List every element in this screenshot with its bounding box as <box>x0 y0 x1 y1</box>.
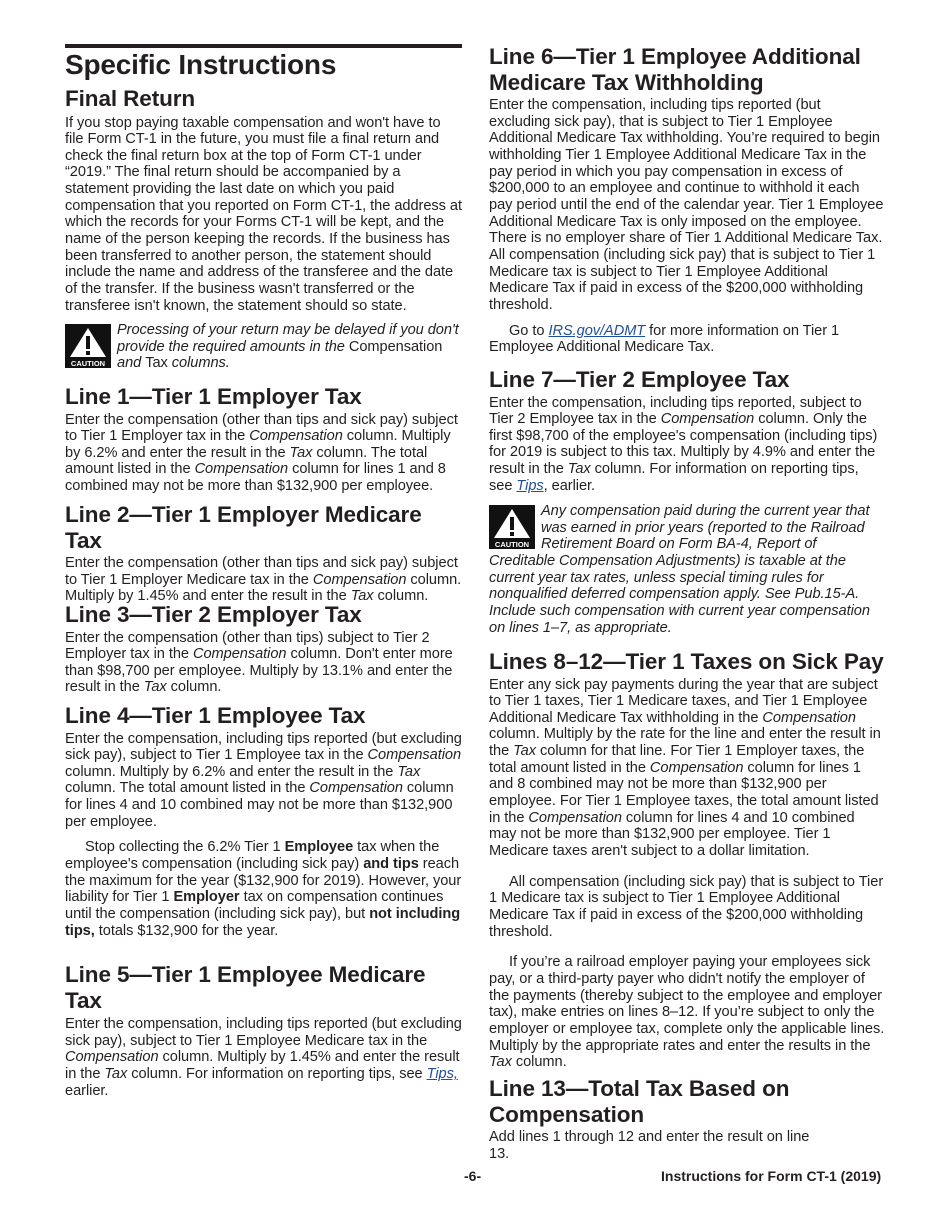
section-line-1 <box>65 384 462 495</box>
caution-icon <box>65 324 111 368</box>
line-4-body: Enter the compensation, including tips reported (but excluding sick pay), subject to Tier 1 Employee tax in the Compensation column. Multiply by 6.2% and enter the result in the Tax column. The total amount listed in the Compensation column for lines 4 and 10 combined may not be more than $132,900 per employee. <box>65 730 462 830</box>
line-5-body: Enter the compensation, including tips reported (but excluding sick pay), subject to Tier 1 Employee Medicare tax in the Compensation column. Multiply by 1.45% and enter the result in the Tax column. For information on reporting tips, see Tips, earlier. <box>65 1016 462 1099</box>
svg-text:CAUTION: CAUTION <box>494 540 530 549</box>
line-13-body: Add lines 1 through 12 and enter the result on line 13. <box>489 1129 810 1162</box>
section-line-7 <box>489 367 885 494</box>
heading-line-2: Line 2—Tier 1 Employer Medicare Tax <box>65 502 422 553</box>
page-title: Specific Instructions <box>65 49 337 80</box>
section-line-3 <box>65 602 462 696</box>
heading-line-3: Line 3—Tier 2 Employer Tax <box>65 602 362 627</box>
caution-note-2 <box>489 503 885 636</box>
caution-text-1: Processing of your return may be delayed if you don't provide the required amounts in the Compensation and Tax columns. <box>117 322 459 372</box>
line-6-body: Enter the compensation, including tips reported (but excluding sick pay), that is subject to Tier 1 Employee Additional Medicare Tax withholding. You’re required to begin withholding Tier 1 Employee Additional Medicare Tax in the pay period in which you pay compensation in excess of $200,000 to an employee and continue to withhold it each pay period until the end of the calendar year. Tier 1 Employee Additional Medicare Tax is only imposed on the employee. There is no employer share of Tier 1 Additional Medicare Tax. All compensation (including sick pay) that is subject to Tier 1 Medicare tax is subject to Tier 1 Employee Additional Medicare Tax if paid in excess of the $200,000 withholding threshold. <box>489 97 884 313</box>
final-return-body: If you stop paying taxable compensation and won't have to file Form CT-1 in the future, you must file a final return and check the final return box at the top of Form CT-1 under “2019.” The final return should be accompanied by a statement providing the last date on which you paid compensation that you reported on Form CT-1, the address at which the records for your Forms CT-1 will be kept, and the name of the person keeping the records. If the business has been transferred to another person, the statement should include the name and address of the transferee and the date of the transfer. If the business wasn't transferred or the transferee isn't known, the statement should so state. <box>65 114 462 314</box>
heading-line-4: Line 4—Tier 1 Employee Tax <box>65 703 366 728</box>
section-final-return <box>65 86 462 314</box>
caution-note-1 <box>65 322 462 372</box>
heading-line-7: Line 7—Tier 2 Employee Tax <box>489 367 790 392</box>
svg-text:CAUTION: CAUTION <box>70 359 106 368</box>
heading-line-5: Line 5—Tier 1 Employee Medicare Tax <box>65 962 426 1013</box>
line-7-body: Enter the compensation, including tips reported, subject to Tier 2 Employee tax in the Compensation column. Only the first $98,700 of the employee's compensation (including tips) for 2019 is subject to this tax. Multiply by 4.9% and enter the result in the Tax column. For information on reporting tips, see Tips, earlier. <box>489 394 878 494</box>
tips-link[interactable]: Tips, <box>426 1065 458 1082</box>
irs-admt-link[interactable]: IRS.gov/ADMT <box>548 322 646 339</box>
footer-doc-title: Instructions for Form CT-1 (2019) <box>661 1168 882 1184</box>
heading-line-6: Line 6—Tier 1 Employee Additional Medicare Tax Withholding <box>489 44 861 95</box>
caution-icon <box>489 505 535 549</box>
line-1-body: Enter the compensation (other than tips and sick pay) subject to Tier 1 Employer tax in the Compensation column. Multiply by 6.2% and enter the result in the Tax column. The total amount listed in the Compensation column for lines 1 and 8 combined may not be more than $132,900 per employee. <box>65 411 458 495</box>
section-line-5-body <box>65 1016 462 1099</box>
line-3-body: Enter the compensation (other than tips) subject to Tier 2 Employer tax in the Compensation column. Don't enter more than $98,700 per employee. Multiply by 13.1% and enter the result in the Tax column. <box>65 629 453 696</box>
line-4-body-2: Stop collecting the 6.2% Tier 1 Employee tax when the employee's compensation (including sick pay) and tips reach the maximum for the year ($132,900 for 2019). However, your liability for Tier 1 Employer tax on compensation continues until the compensation (including sick pay), but not including tips, totals $132,900 for the year. <box>65 839 462 939</box>
lines-8-12-body: Enter any sick pay payments during the year that are subject to Tier 1 taxes, Tier 1 Medicare taxes, and Tier 1 Employee Additional Medicare Tax withholding in the Compensation column. Multiply by the rate for the line and enter the result in the Tax column for that line. For Tier 1 Employer taxes, the total amount listed in the Compensation column for lines 1 and 8 combined may not be more than $132,900 per employee. For Tier 1 Employee taxes, the total amount listed in the Compensation column for lines 4 and 10 combined may not be more than $132,900 per employee. Tier 1 Medicare taxes aren't subject to a dollar limitation. <box>489 676 881 860</box>
heading-line-1: Line 1—Tier 1 Employer Tax <box>65 384 362 409</box>
heading-final-return: Final Return <box>65 86 196 111</box>
lines-8-12-body-3: If you’re a railroad employer paying your employees sick pay, or a third-party payer who didn't notify the employer of the payments (thereby subject to the employee and employer tax), make entries on lines 8–12. If you’re subject to only the employer or employee tax, complete only the applicable lines. Multiply by the appropriate rates and enter the results in the Tax column. <box>489 954 885 1071</box>
section-line-13 <box>489 1076 829 1162</box>
section-line-6 <box>489 44 885 356</box>
line-2-body: Enter the compensation (other than tips and sick pay) subject to Tier 1 Employer Medicare tax in the Compensation column. Multiply by 1.45% and enter the result in the Tax column. <box>65 555 462 605</box>
section-line-5 <box>65 962 445 1013</box>
line-6-body-2: Go to IRS.gov/ADMT for more information on Tier 1 Employee Additional Medicare Tax. <box>489 322 840 356</box>
page-number: -6- <box>464 1168 482 1184</box>
section-line-4 <box>65 703 462 939</box>
section-line-2 <box>65 502 462 605</box>
lines-8-12-body-2: All compensation (including sick pay) that is subject to Tier 1 Medicare tax is subject to Tier 1 Employee Additional Medicare Tax if paid in excess of the $200,000 withholding threshold. <box>489 873 884 940</box>
heading-lines-8-12: Lines 8–12—Tier 1 Taxes on Sick Pay <box>489 649 884 674</box>
tips-link[interactable]: Tips <box>516 477 544 494</box>
caution-text-2: Any compensation paid during the current year that was earned in prior years (reported to the Railroad Retirement Board on Form BA-4, Report of Creditable Compensation Adjustments) is taxable at the current year tax rates, unless special timing rules for nonqualified deferred compensation apply. See Pub.15-A. Include such compensation with current year compensation on lines 1–7, as appropriate. <box>489 503 870 636</box>
heading-line-13: Line 13—Total Tax Based on Compensation <box>489 1076 790 1127</box>
section-lines-8-12 <box>489 649 885 1071</box>
